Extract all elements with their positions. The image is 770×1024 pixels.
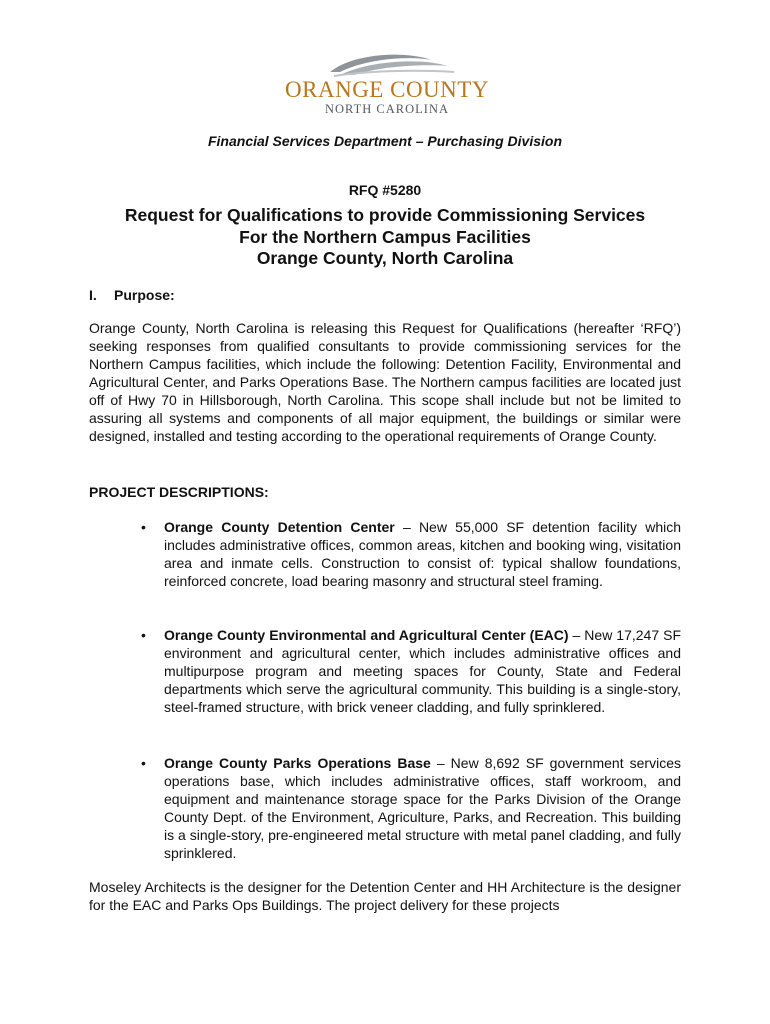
bullet-icon: •: [141, 627, 146, 643]
list-item: [141, 626, 681, 716]
orange-county-logo: [282, 50, 492, 120]
project-name: Orange County Environmental and Agricultural Center (EAC): [164, 627, 569, 643]
logo-swoosh-icon: [282, 50, 492, 80]
project-description: – New 8,692 SF government services operations base, which includes administrative offices, staff workroom, and equipment and maintenance storage space for the Parks Division of the Orange County Dept. of the Environment, Agriculture, Parks, and Recreation. This building is a single-story, pre-engineered metal structure with metal panel cladding, and fully sprinklered.: [164, 755, 681, 861]
bullet-icon: •: [141, 519, 146, 535]
project-name: Orange County Parks Operations Base: [164, 755, 431, 771]
title-line-1: Request for Qualifications to provide Commissioning Services: [124, 205, 646, 225]
purpose-paragraph: Orange County, North Carolina is releasing this Request for Qualifications (hereafter ‘RFQ’) seeking responses from qualified consultants to provide commissioning services for the Northern Campus facilities, which include the following: Detention Facility, Environmental and Agricultural Center, and Parks Operations Base. The Northern campus facilities are located just off of Hwy 70 in Hillsborough, North Carolina. This scope shall include but not be limited to assuring all systems and components of all major equipment, the buildings or similar were designed, installed and testing according to the operational requirements of Orange County.: [89, 320, 681, 444]
title-line-2: For the Northern Campus Facilities: [239, 226, 531, 247]
purpose-heading: [89, 287, 175, 303]
closing-paragraph: Moseley Architects is the designer for the Detention Center and HH Architecture is the designer for the EAC and Parks Ops Buildings. The project delivery for these projects: [89, 879, 681, 913]
section-title: Purpose:: [114, 287, 175, 303]
section-number: I.: [89, 287, 97, 303]
logo-title: ORANGE COUNTY: [285, 77, 489, 102]
project-description: – New 55,000 SF detention facility which includes administrative offices, common areas, kitchen and booking wing, visitation area and inmate cells. Construction to consist of: typical shallow foundations, reinforced concrete, load bearing masonry and structural steel framing.: [164, 519, 681, 589]
project-name: Orange County Detention Center: [164, 519, 395, 535]
document-title: [0, 205, 770, 270]
bullet-icon: •: [141, 755, 146, 771]
project-description: – New 17,247 SF environment and agricultural center, which includes administrative offices and multipurpose program and meeting spaces for County, State and Federal departments which serve the agricultural community. This building is a single-story, steel-framed structure, with brick veneer cladding, and fully sprinklered.: [164, 627, 681, 715]
logo-subtitle: NORTH CAROLINA: [324, 102, 449, 116]
department-line: Financial Services Department – Purchasing Division: [207, 133, 562, 149]
rfq-number: RFQ #5280: [348, 182, 422, 198]
project-descriptions-heading: PROJECT DESCRIPTIONS:: [89, 484, 269, 500]
title-line-3: Orange County, North Carolina: [256, 248, 514, 268]
list-item: [141, 518, 681, 590]
list-item: [141, 754, 681, 862]
